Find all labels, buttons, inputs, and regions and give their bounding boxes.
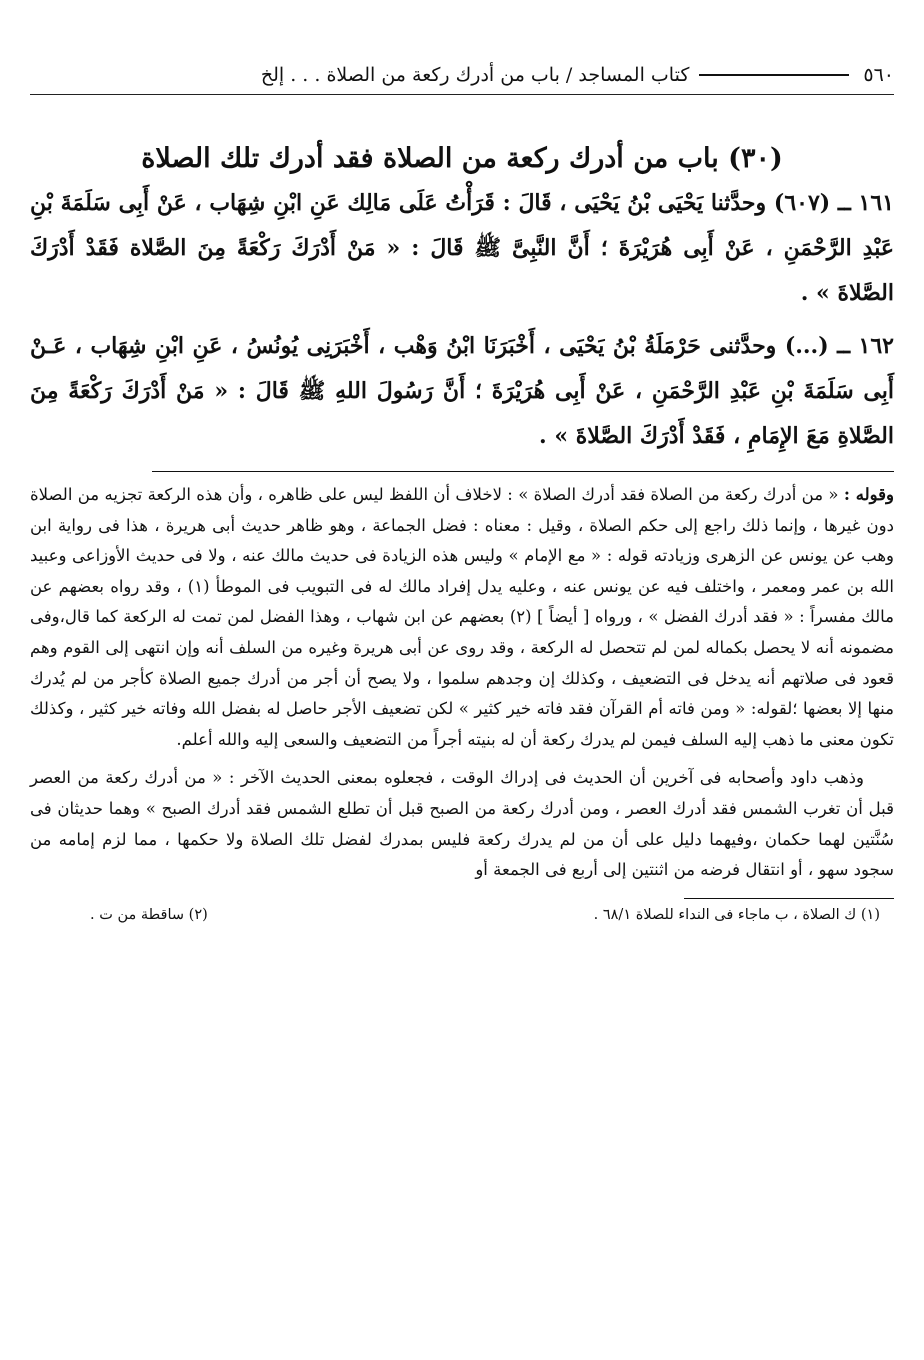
header-rule — [30, 94, 894, 95]
header-dash-rule — [699, 74, 849, 76]
running-title: كتاب المساجد / باب من أدرك ركعة من الصلاة . . . إلخ — [260, 64, 690, 86]
footnote-1: (١) ك الصلاة ، ب ماجاء فى النداء للصلاة ٦٨/١ . — [593, 906, 880, 923]
commentary-text: وذهب داود وأصحابه فى آخرين أن الحديث فى إدراك الوقت ، فجعلوه بمعنى الحديث الآخر : « من أدرك ركعة من العصر قبل أن تغرب الشمس فقد أدرك العصر ، ومن أدرك ركعة من الصبح قبل أن تطلع الشمس فقد أدرك الصبح » وهما حديثان فى سُنَّتين لهما حكمان ،وفيهما دليل على أن من لم يدرك ركعة فليس بمدرك لفضل تلك الصلاة ولا حكمها ، مما لزم إمامه من سجود سهو ، أو انتقال فرضه من اثنتين إلى أربع فى الجمعة أو — [30, 768, 894, 880]
page-number: ٥٦٠ — [863, 64, 894, 86]
commentary-separator — [152, 471, 894, 472]
running-header — [30, 60, 894, 90]
footnote-2: (٢) ساقطة من ت . — [90, 906, 208, 923]
commentary-lead: وقوله : — [843, 485, 895, 504]
hadith-162: ١٦٢ ــ (...) وحدَّثنى حَرْمَلَةُ بْنُ يَحْيَى ، أَخْبَرَنَا ابْنُ وَهْب ، أَخْبَرَنِى يُونُسُ ، عَنِ ابْنِ شِهَاب ، عَـنْ أَبِى سَلَمَةَ بْنِ عَبْدِ الرَّحْمَنِ ، عَنْ أَبِى هُرَيْرَةَ ؛ أَنَّ رَسُولَ اللهِ ﷺ قَالَ : « مَنْ أَدْرَكَ رَكْعَةً مِنَ الصَّلاةِ مَعَ الإِمَامِ ، فَقَدْ أَدْرَكَ الصَّلاةَ » . — [30, 333, 894, 449]
footnote-rule — [684, 898, 894, 899]
footnotes — [30, 907, 894, 923]
commentary-text: « من أدرك ركعة من الصلاة فقد أدرك الصلاة » : لاخلاف أن اللفظ ليس على ظاهره ، وأن هذه الركعة تجزيه من الصلاة دون غيرها ، وإنما ذلك راجع إلى حكم الصلاة ، وقيل : معناه : فضل الجماعة ، وهو ظاهر حديث أبى هريرة ، هذا فى رواية ابن وهب عن يونس عن الزهرى وزيادته قوله : « مع الإمام » وليس هذه الزيادة فى حديث مالك عنه ، ولا فى حديث الأوزاعى وعبيد الله بن عمر ومعمر ، واختلف فيه عن يونس عنه ، وعليه يدل إفراد مالك له فى التبويب فى الموطأ (١) ، وقد رواه بعضهم عن مالك مفسراً : « فقد أدرك الفضل » ، ورواه [ أيضاً ] (٢) بعضهم عن ابن شهاب ، وهذا الفضل لمن تمت له الركعة كما قال،وفى مضمونه أنه لا يحصل بكماله لمن لم تتحصل له الركعة ، وقد روى عن أبى هريرة وغيره من السلف أنه وإن انتهى إلى القوم وهم قعود فى صلاتهم أنه يدخل فى التضعيف ، وكذلك إن وجدهم سلموا ، ولا يصح أن أجر من أدرك جميع الصلاة كأجر من لم يُدرك منها إلا بعضها ؛لقوله: « ومن فاته أم القرآن فقد فاته خير كثير » لكن تضعيف الأجر حاصل له بفضل الله وفاته خير كثير ، وكذلك تكون معنى ما ذهب إليه السلف فيمن لم يدرك ركعة أن له بنيته أجراً من التضعيف والسعى إليه والله أعلم. — [30, 485, 894, 749]
commentary-paragraph — [30, 763, 894, 885]
chapter-title: (٣٠) باب من أدرك ركعة من الصلاة فقد أدرك تلك الصلاة — [141, 143, 783, 174]
hadith-161: ١٦١ ــ (٦٠٧) وحدَّثنا يَحْيَى بْنُ يَحْيَى ، قَالَ : قَرَأْتُ عَلَى مَالِك عَنِ ابْنِ شِهَاب ، عَنْ أَبِى سَلَمَةَ بْنِ عَبْدِ الرَّحْمَنِ ، عَنْ أَبِى هُرَيْرَةَ ؛ أَنَّ النَّبِىَّ ﷺ قَالَ : « مَنْ أَدْرَكَ رَكْعَةً مِنَ الصَّلاة فَقَدْ أَدْرَكَ الصَّلاةَ » . — [30, 190, 894, 306]
commentary-paragraph — [30, 480, 894, 755]
